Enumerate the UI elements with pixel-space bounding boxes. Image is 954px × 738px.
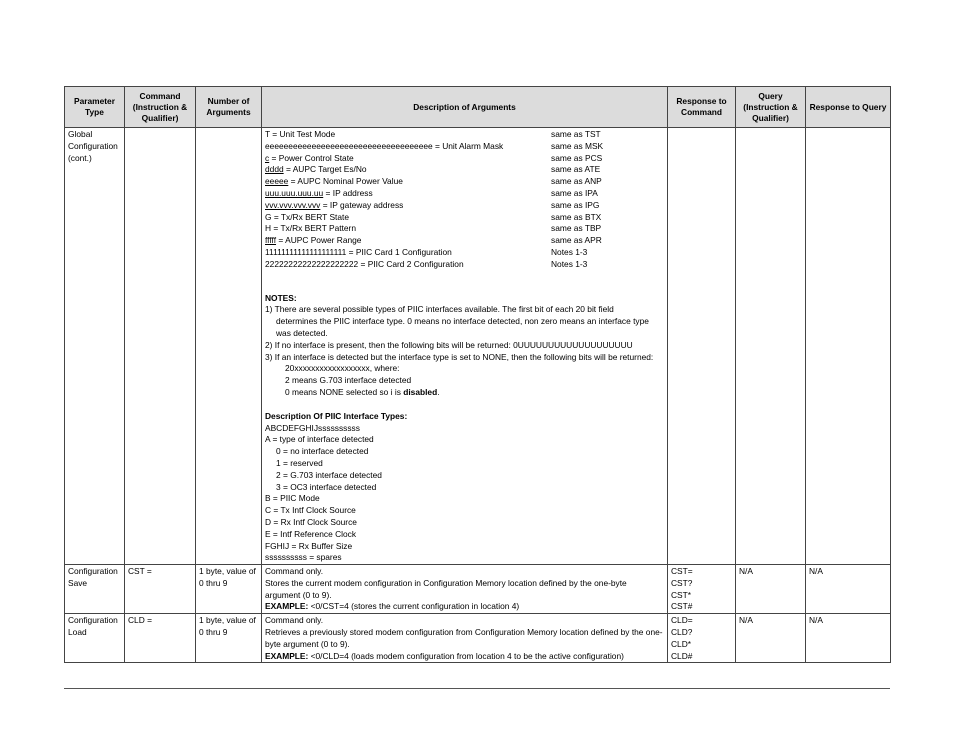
field-definition: c = Power Control State [265, 152, 354, 163]
example-line: EXAMPLE: <0/CLD=4 (loads modem configuration from location 4 to be the active configuration) [265, 650, 624, 661]
header-parameter-type: Parameter Type [65, 87, 125, 128]
types-list [265, 423, 664, 565]
field-line [265, 235, 664, 247]
cell-query: N/A [736, 565, 806, 614]
field-reference: same as APR [551, 235, 602, 246]
cell-query: N/A [736, 614, 806, 663]
row-global-configuration [65, 128, 891, 565]
type-line: 2 = G.703 interface detected [276, 469, 382, 480]
response-line: CLD? [671, 627, 693, 638]
type-line: FGHIJ = Rx Buffer Size [265, 540, 353, 551]
cell-description [262, 128, 668, 565]
field-line [265, 247, 664, 259]
field-reference: same as TBP [551, 223, 602, 234]
field-line [265, 164, 664, 176]
field-line [265, 141, 664, 153]
header-description: Description of Arguments [262, 87, 668, 128]
response-line: CLD= [671, 615, 693, 626]
field-reference: same as MSK [551, 140, 604, 151]
field-reference: same as IPA [551, 187, 598, 198]
note-3a: 20xxxxxxxxxxxxxxxxxx, where: [285, 363, 400, 374]
header-row [65, 87, 891, 128]
header-query: Query (Instruction & Qualifier) [736, 87, 806, 128]
cell-description [262, 565, 668, 614]
types-title: Description Of PIIC Interface Types: [265, 410, 408, 421]
field-line [265, 153, 664, 165]
type-line: 0 = no interface detected [276, 446, 369, 457]
notes-title: NOTES: [265, 292, 297, 303]
note-3b: 2 means G.703 interface detected [285, 375, 412, 386]
response-line: CST# [671, 601, 693, 612]
cell-parameter-type: Configuration Load [65, 614, 125, 663]
field-definition: fffff = AUPC Power Range [265, 235, 362, 246]
cell-command: CST = [125, 565, 196, 614]
command-spec-table [64, 86, 891, 663]
type-line: 3 = OC3 interface detected [276, 481, 377, 492]
cell-parameter-type: Configuration Save [65, 565, 125, 614]
global-field-list [265, 129, 664, 271]
field-line [265, 223, 664, 235]
note-2: 2) If no interface is present, then the following bits will be returned: 0UUUUUUUUUUUUUUUUUUU [265, 339, 633, 350]
cell-command: CLD = [125, 614, 196, 663]
field-definition: H = Tx/Rx BERT Pattern [265, 223, 356, 234]
desc-line: Retrieves a previously stored modem configuration from Configuration Memory location defined by the one-byte argument (0 to 9). [265, 627, 663, 649]
response-line: CST? [671, 577, 693, 588]
field-definition: eeeee = AUPC Nominal Power Value [265, 176, 403, 187]
field-definition: vvv.vvv.vvv.vvv = IP gateway address [265, 199, 404, 210]
cell-response-to-query: N/A [806, 565, 891, 614]
cell-response [668, 614, 736, 663]
field-definition: G = Tx/Rx BERT State [265, 211, 350, 222]
note-1a: 1) There are several possible types of PIIC interfaces available. The first bit of each 20 bit field [265, 304, 614, 315]
type-line: 1 = reserved [276, 457, 323, 468]
field-definition: uuu.uuu.uuu.uu = IP address [265, 187, 373, 198]
field-line [265, 176, 664, 188]
example-line: EXAMPLE: <0/CST=4 (stores the current configuration in location 4) [265, 601, 520, 612]
header-number-of-arguments: Number of Arguments [196, 87, 262, 128]
row-configuration-save [65, 565, 891, 614]
field-reference: same as IPG [551, 199, 600, 210]
type-line: ABCDEFGHIJssssssssss [265, 422, 360, 433]
cell-query [736, 128, 806, 565]
response-line: CST* [671, 589, 692, 600]
desc-line: Command only. [265, 566, 324, 577]
field-reference: same as TST [551, 129, 601, 139]
cell-response-to-query: N/A [806, 614, 891, 663]
cell-arguments: 1 byte, value of 0 thru 9 [196, 614, 262, 663]
cell-parameter-type: Global Configuration (cont.) [65, 128, 125, 565]
type-line: C = Tx Intf Clock Source [265, 505, 356, 516]
field-definition: T = Unit Test Mode [265, 129, 336, 139]
note-3: 3) If an interface is detected but the interface type is set to NONE, then the following bits will be returned: [265, 351, 654, 362]
cell-arguments [196, 128, 262, 565]
header-command: Command (Instruction & Qualifier) [125, 87, 196, 128]
field-reference: same as ANP [551, 176, 602, 187]
type-line: A = type of interface detected [265, 434, 374, 445]
response-line: CST= [671, 566, 693, 577]
field-definition: 22222222222222222222 = PIIC Card 2 Configuration [265, 258, 464, 269]
cell-command [125, 128, 196, 565]
type-line: E = Intf Reference Clock [265, 528, 357, 539]
type-line: D = Rx Intf Clock Source [265, 516, 357, 527]
desc-line: Command only. [265, 615, 324, 626]
note-1b: determines the PIIC interface type. 0 means no interface detected, non zero means an interface type [276, 316, 649, 327]
field-line [265, 212, 664, 224]
note-1c: was detected. [276, 327, 328, 338]
cell-response [668, 128, 736, 565]
field-definition: dddd = AUPC Target Es/No [265, 164, 367, 175]
field-line [265, 200, 664, 212]
header-response-to-command: Response to Command [668, 87, 736, 128]
field-reference: same as BTX [551, 211, 602, 222]
cell-description [262, 614, 668, 663]
header-response-to-query: Response to Query [806, 87, 891, 128]
field-reference: same as ATE [551, 164, 601, 175]
field-definition: eeeeeeeeeeeeeeeeeeeeeeeeeeeeeeeeeeee = Unit Alarm Mask [265, 140, 504, 151]
note-3c: 0 means NONE selected so i is disabled. [285, 386, 440, 397]
field-reference: same as PCS [551, 152, 603, 163]
footer-rule [64, 688, 890, 689]
type-line: ssssssssss = spares [265, 552, 342, 563]
response-line: CLD# [671, 650, 693, 661]
cell-response-to-query [806, 128, 891, 565]
response-line: CLD* [671, 638, 692, 649]
field-line [265, 188, 664, 200]
row-configuration-load [65, 614, 891, 663]
cell-response [668, 565, 736, 614]
desc-line: Stores the current modem configuration in Configuration Memory location defined by the one-byte argument (0 to 9). [265, 577, 627, 600]
field-line [265, 129, 664, 141]
cell-arguments: 1 byte, value of 0 thru 9 [196, 565, 262, 614]
field-definition: 11111111111111111111 = PIIC Card 1 Configuration [265, 246, 452, 257]
field-line [265, 259, 664, 271]
type-line: B = PIIC Mode [265, 493, 320, 504]
field-reference: Notes 1-3 [551, 258, 588, 269]
field-reference: Notes 1-3 [551, 246, 588, 257]
